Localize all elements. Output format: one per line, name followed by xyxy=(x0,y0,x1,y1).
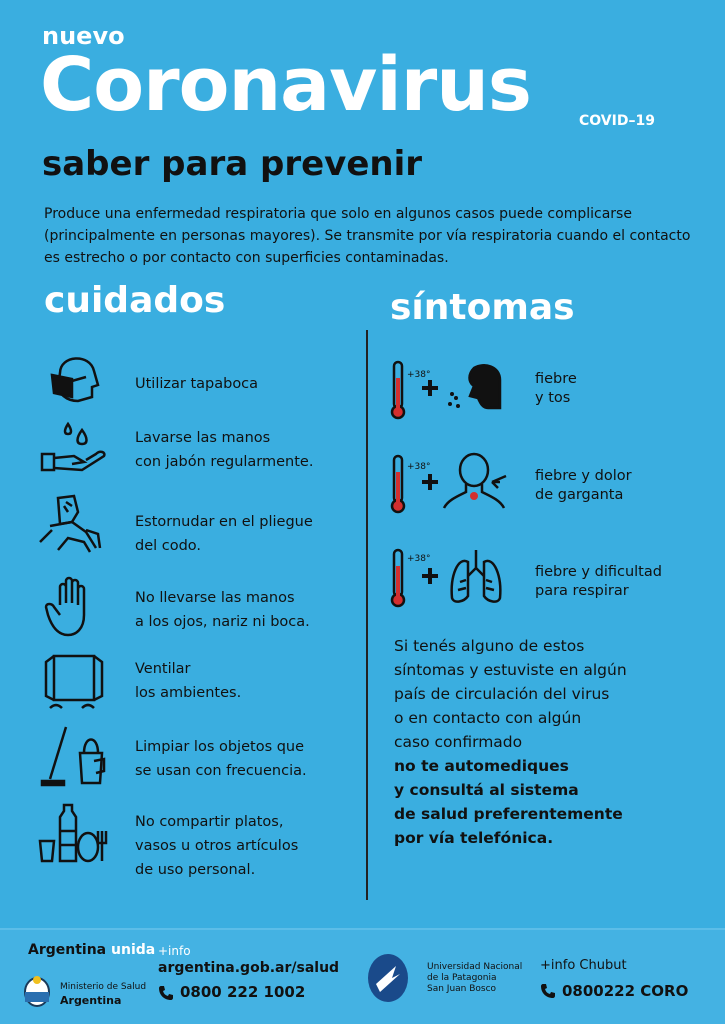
cough-icon xyxy=(388,358,520,422)
chubut-phone[interactable]: 0800222 CORO xyxy=(562,982,689,1000)
window-icon xyxy=(38,652,110,716)
brand-lockup xyxy=(28,942,155,958)
sintoma-text-3: fiebre y dificultad para respirar xyxy=(535,564,662,599)
warning-text: Si tenés alguno de estos síntomas y estuviste en algún país de circulación del virus o en contacto con algún caso confirmado xyxy=(394,637,627,751)
cuidado-text-6: Limpiar los objetos que se usan con frecuencia. xyxy=(135,739,307,779)
info-url-link[interactable]: argentina.gob.ar/salud xyxy=(158,960,340,976)
temp-label-3: +38° xyxy=(407,554,431,564)
cuidado-text-7: No compartir platos, vasos u otros artículos de uso personal. xyxy=(135,814,299,878)
warning-emphasis: no te automediques y consultá al sistema de salud preferentemente por vía telefónica. xyxy=(394,757,623,847)
ministry-line-1: Ministerio de Salud xyxy=(60,982,147,992)
dishes-icon xyxy=(38,803,110,867)
temp-label-2: +38° xyxy=(407,462,431,472)
info-phone[interactable]: 0800 222 1002 xyxy=(180,983,306,1001)
cuidado-text-1: Utilizar tapaboca xyxy=(135,376,259,392)
temp-label-1: +38° xyxy=(407,370,431,380)
cuidado-text-4: No llevarse las manos a los ojos, nariz ni boca. xyxy=(135,590,310,630)
sintomas-title: síntomas xyxy=(390,287,575,328)
cuidado-text-3: Estornudar en el pliegue del codo. xyxy=(135,514,313,554)
info-label: +info xyxy=(158,944,191,958)
warning-block xyxy=(394,634,714,850)
university-name xyxy=(427,962,522,995)
brand-argentina: Argentina xyxy=(28,942,107,958)
column-divider xyxy=(366,330,368,900)
cuidado-text-5: Ventilar los ambientes. xyxy=(135,661,242,701)
cuidado-text-2: Lavarse las manos con jabón regularmente. xyxy=(135,430,314,470)
ministry-line-2: Argentina xyxy=(60,994,122,1007)
university-seal-icon xyxy=(366,952,410,1004)
phone-icon-chubut xyxy=(540,983,556,999)
cleaning-icon xyxy=(38,725,110,789)
chubut-label: +info Chubut xyxy=(540,958,627,973)
handwash-icon xyxy=(38,418,110,482)
intro-paragraph: Produce una enfermedad respiratoria que solo en algunos casos puede complicarse (principalmente en personas mayores). Se transmite por vía respiratoria cuando el contacto es estrecho o por contacto con superficies contaminadas. xyxy=(44,206,691,266)
coat-of-arms-icon xyxy=(22,974,52,1008)
sintoma-text-1: fiebre y tos xyxy=(535,371,577,406)
sintoma-text-2: fiebre y dolor de garganta xyxy=(535,468,632,503)
covid-tag: COVID–19 xyxy=(579,113,655,129)
sneeze-elbow-icon xyxy=(38,492,110,556)
page-subtitle: saber para prevenir xyxy=(42,144,423,184)
cuidados-title: cuidados xyxy=(44,280,226,321)
phone-icon xyxy=(158,985,174,1001)
header-kicker: nuevo xyxy=(42,22,125,50)
uni-line-3: San Juan Bosco xyxy=(427,984,497,994)
uni-line-2: de la Patagonia xyxy=(427,973,497,983)
brand-unida: unida xyxy=(111,942,156,958)
hand-stop-icon xyxy=(38,575,110,639)
footer xyxy=(0,928,725,1024)
mask-icon xyxy=(38,345,110,409)
page-title: Coronavirus xyxy=(40,42,531,128)
uni-line-1: Universidad Nacional xyxy=(427,962,523,972)
